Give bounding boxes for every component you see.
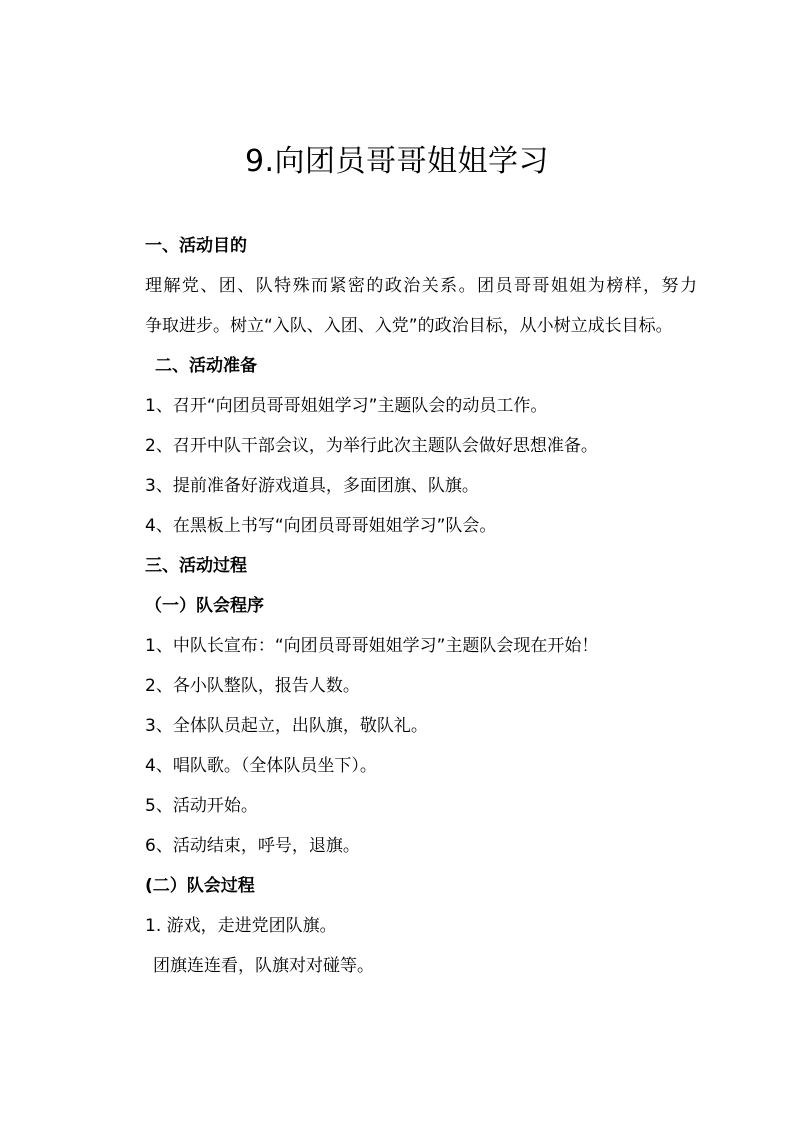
section-heading-preparation: 二、活动准备 [155, 356, 257, 376]
list-item: 1. 游戏，走进党团队旗。 [145, 916, 337, 936]
list-item: 3、提前准备好游戏道具，多面团旗、队旗。 [145, 476, 479, 496]
list-item: 1、中队长宣布：“向团员哥哥姐姐学习”主题队会现在开始！ [145, 636, 599, 656]
list-item: 4、在黑板上书写“向团员哥哥姐姐学习”队会。 [145, 516, 497, 536]
subsection-heading-procedure: （一）队会程序 [145, 596, 264, 616]
list-item: 3、全体队员起立，出队旗，敬队礼。 [145, 716, 428, 736]
list-item: 2、召开中队干部会议，为举行此次主题队会做好思想准备。 [145, 436, 598, 456]
list-item: 6、活动结束，呼号，退旗。 [145, 836, 360, 856]
list-item-detail: 团旗连连看，队旗对对碰等。 [153, 956, 374, 976]
list-item: 1、召开“向团员哥哥姐姐学习”主题队会的动员工作。 [145, 396, 548, 416]
paragraph-line: 理解党、团、队特殊而紧密的政治关系。团员哥哥姐姐为榜样，努力 [145, 276, 697, 296]
list-item: 4、唱队歌。（全体队员坐下）。 [145, 756, 377, 776]
paragraph-line: 争取进步。树立“入队、入团、入党”的政治目标，从小树立成长目标。 [145, 316, 673, 336]
list-item: 2、各小队整队，报告人数。 [145, 676, 360, 696]
subsection-heading-process: (二）队会过程 [145, 876, 255, 896]
list-item: 5、活动开始。 [145, 796, 258, 816]
section-heading-process: 三、活动过程 [145, 556, 247, 576]
document-title: 9.向团员哥哥姐姐学习 [244, 144, 550, 179]
section-heading-purpose: 一、活动目的 [145, 236, 247, 256]
